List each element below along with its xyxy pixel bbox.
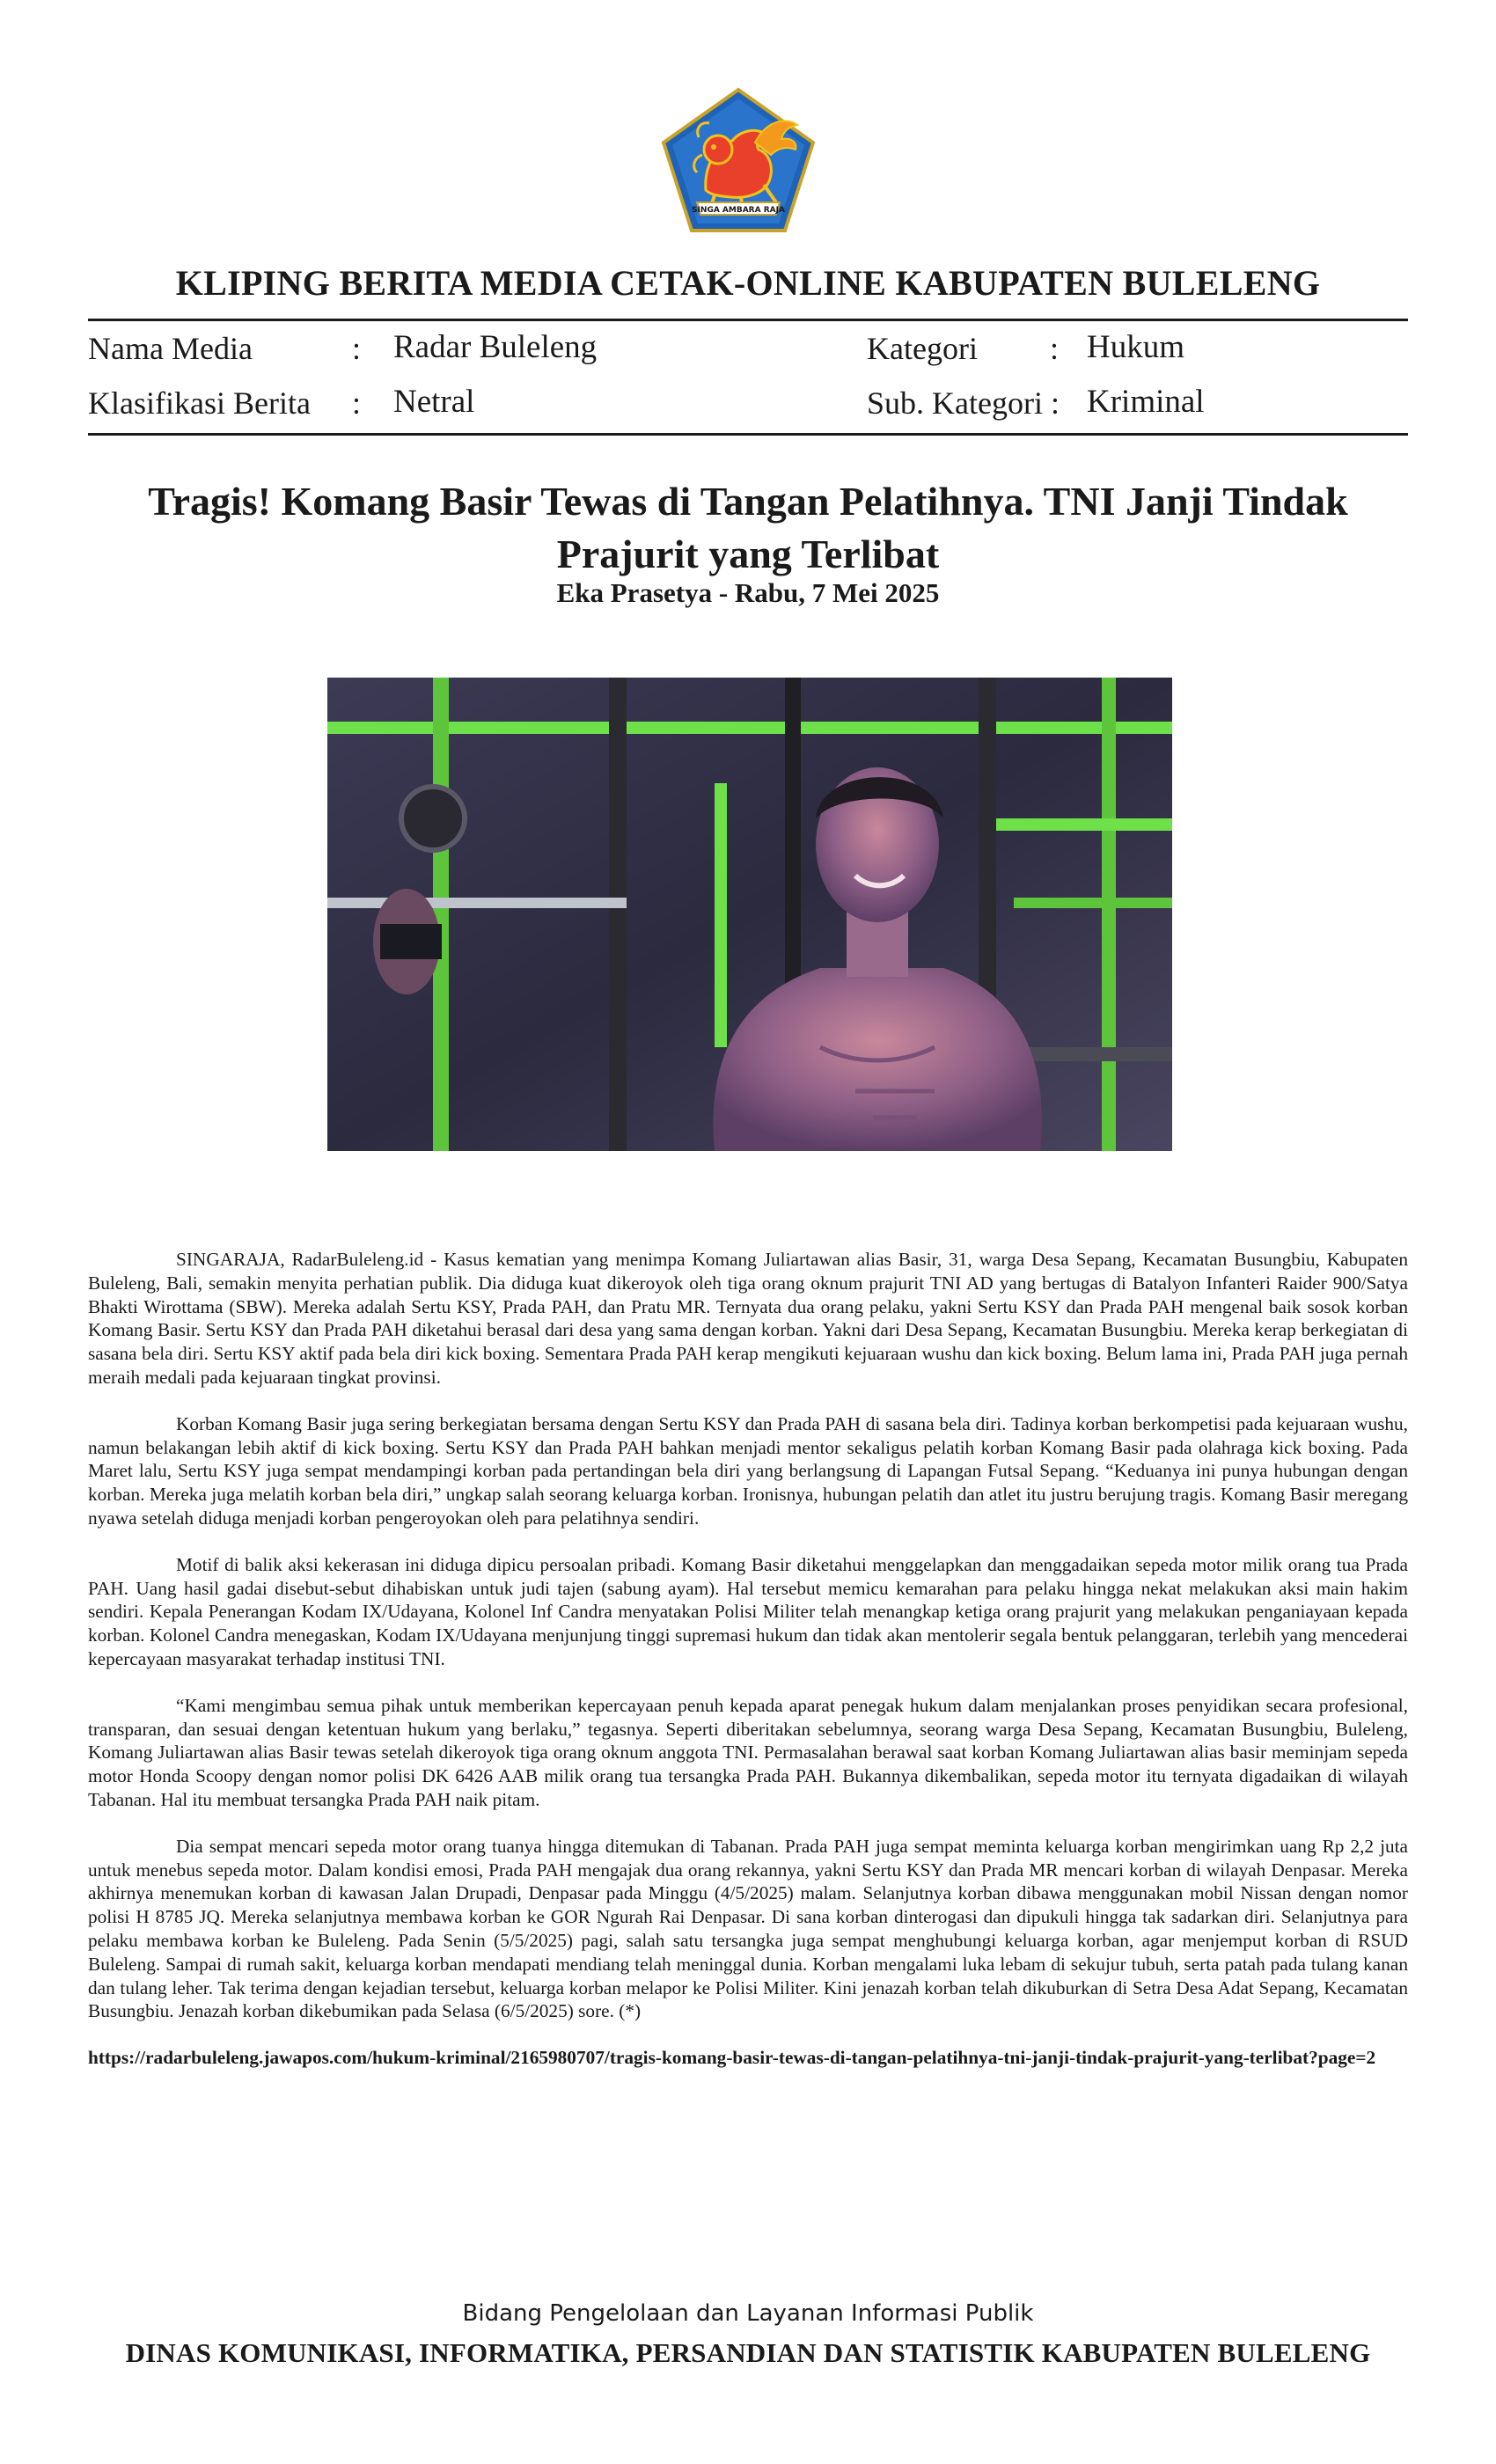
article-paragraph: Dia sempat mencari sepeda motor orang tuanya hingga ditemukan di Tabanan. Prada PAH juga sempat meminta keluarga korban mengirimkan uang Rp 2,2 juta untuk menebus sepeda motor. Dalam kondisi emosi, Prada PAH mengajak dua orang rekannya, yakni Sertu KSY dan Prada MR mencari korban di wilayah Denpasar. Mereka akhirnya menemukan korban di kawasan Jalan Drupadi, Denpasar pada Minggu (4/5/2025) malam. Selanjutnya korban dibawa menggunakan mobil Nissan dengan nomor polisi H 8785 JQ. Mereka selanjutnya membawa korban ke GOR Ngurah Rai Denpasar. Di sana korban dinterogasi dan dipukuli hingga tak sadarkan diri. Selanjutnya para pelaku membawa korban ke Buleleng. Pada Senin (5/5/2025) pagi, salah satu tersangka juga sempat menghubungi keluarga korban, agar menjemput korban di RSUD Buleleng. Sampai di rumah sakit, keluarga korban mendapati mendiang telah meninggal dunia. Korban mengalami luka lebam di sekujur tubuh, serta patah pada tulang kanan dan tulang leher. Tak terima dengan kejadian tersebut, keluarga korban melapor ke Polisi Militer. Kini jenazah korban telah dikuburkan di Setra Desa Adat Sepang, Kecamatan Busungbiu. Jenazah korban dikebumikan pada Selasa (6/5/2025) sore. (*)	[88, 1835, 1408, 2022]
article-body	[88, 1248, 1408, 2093]
footer-division: Bidang Pengelolaan dan Layanan Informasi Publik	[462, 2300, 1034, 2327]
header-divider-bottom	[88, 433, 1408, 436]
klasifikasi-colon: :	[352, 385, 362, 421]
media-label: Nama Media	[88, 331, 253, 366]
header-divider-top	[88, 319, 1408, 321]
media-value: Radar Buleleng	[393, 329, 598, 365]
article-photo	[327, 678, 1172, 1151]
subkategori-value: Kriminal	[1087, 384, 1205, 420]
article-paragraph: “Kami mengimbau semua pihak untuk memberikan kepercayaan penuh kepada aparat penegak hukum dalam menjalankan proses penyidikan secara profesional, transparan, dan sesuai dengan ketentuan hukum yang berlaku,” tegasnya. Seperti diberitakan sebelumnya, seorang warga Desa Sepang, Kecamatan Busungbiu, Buleleng, Komang Juliartawan alias Basir tewas setelah dikeroyok tiga orang oknum anggota TNI. Permasalahan berawal saat korban Komang Juliartawan alias basir meminjam sepeda motor Honda Scoopy dengan nomor polisi DK 6426 AAB milik orang tua tersangka Prada PAH. Bukannya dikembalikan, sepeda motor itu ternyata digadaikan di wilayah Tabanan. Hal itu membuat tersangka Prada PAH naik pitam.	[88, 1694, 1408, 1810]
document-title: KLIPING BERITA MEDIA CETAK-ONLINE KABUPATEN BULELENG	[175, 263, 1321, 303]
klasifikasi-value: Netral	[393, 384, 475, 420]
article-headline: Tragis! Komang Basir Tewas di Tangan Pelatihnya. TNI Janji Tindak Prajurit yang Terlibat	[148, 479, 1348, 576]
kategori-label: Kategori	[867, 331, 978, 366]
singa-ambara-raja-emblem	[660, 86, 817, 234]
article-paragraph: Korban Komang Basir juga sering berkegiatan bersama dengan Sertu KSY dan Prada PAH di sasana bela diri. Tadinya korban berkompetisi pada kejuaraan wushu, namun belakangan lebih aktif di kick boxing. Sertu KSY dan Prada PAH bahkan menjadi mentor sekaligus pelatih korban Komang Basir pada olahraga kick boxing. Pada Maret lalu, Sertu KSY juga sempat mendampingi korban pada pertandingan bela diri yang berlangsung di Lapangan Futsal Sepang. “Keduanya ini punya hubungan dengan korban. Mereka juga melatih korban bela diri,” ungkap salah seorang keluarga korban. Ironisnya, hubungan pelatih dan atlet itu justru berujung tragis. Komang Basir meregang nyawa setelah diduga menjadi korban pengeroyokan oleh para pelatihnya sendiri.	[88, 1412, 1408, 1529]
source-url-link[interactable]: https://radarbuleleng.jawapos.com/hukum-kriminal/2165980707/tragis-komang-basir-tewas-di-tangan-pelatihnya-tni-janji-tindak-prajurit-yang-terlibat?page=2	[88, 2047, 1376, 2069]
media-colon: :	[352, 331, 362, 366]
article-byline: Eka Prasetya - Rabu, 7 Mei 2025	[556, 577, 940, 608]
article-paragraph: Motif di balik aksi kekerasan ini diduga dipicu persoalan pribadi. Komang Basir diketahui menggelapkan dan menggadaikan sepeda motor milik orang tua Prada PAH. Uang hasil gadai disebut-sebut dihabiskan untuk judi tajen (sabung ayam). Hal tersebut memicu kemarahan para pelaku hingga nekat melakukan aksi main hakim sendiri. Kepala Penerangan Kodam IX/Udayana, Kolonel Inf Candra menyatakan Polisi Militer telah menangkap ketiga orang prajurit yang melakukan penganiayaan kepada korban. Kolonel Candra menegaskan, Kodam IX/Udayana menjunjung tinggi supremasi hukum dan tidak akan mentolerir segala bentuk pelanggaran, terlebih yang mencederai kepercayaan masyarakat terhadap institusi TNI.	[88, 1553, 1408, 1669]
kategori-value: Hukum	[1087, 329, 1184, 365]
kategori-colon: :	[1050, 331, 1060, 366]
footer-agency: DINAS KOMUNIKASI, INFORMATIKA, PERSANDIAN DAN STATISTIK KABUPATEN BULELENG	[125, 2337, 1371, 2368]
article-paragraph: SINGARAJA, RadarBuleleng.id - Kasus kematian yang menimpa Komang Juliartawan alias Basir, 31, warga Desa Sepang, Kecamatan Busungbiu, Kabupaten Buleleng, Bali, semakin menyita perhatian publik. Dia diduga kuat dikeroyok oleh tiga orang oknum prajurit TNI AD yang bertugas di Batalyon Infanteri Raider 900/Satya Bhakti Wirottama (SBW). Mereka adalah Sertu KSY, Prada PAH, dan Pratu MR. Ternyata dua orang pelaku, yakni Sertu KSY dan Prada PAH mengenal baik sosok korban Komang Basir. Sertu KSY dan Prada PAH diketahui berasal dari desa yang sama dengan korban. Yakni dari Desa Sepang, Kecamatan Busungbiu. Mereka kerap berkegiatan di sasana bela diri. Sertu KSY aktif pada bela diri kick boxing. Sementara Prada PAH kerap mengikuti kejuaraan wushu dan kick boxing. Belum lama ini, Prada PAH juga pernah meraih medali pada kejuaraan tingkat provinsi.	[88, 1249, 1408, 1388]
logo-motto: SINGA AMBARA RAJA	[692, 206, 785, 215]
subkategori-label: Sub. Kategori :	[867, 385, 1060, 421]
klasifikasi-label: Klasifikasi Berita	[88, 385, 311, 421]
